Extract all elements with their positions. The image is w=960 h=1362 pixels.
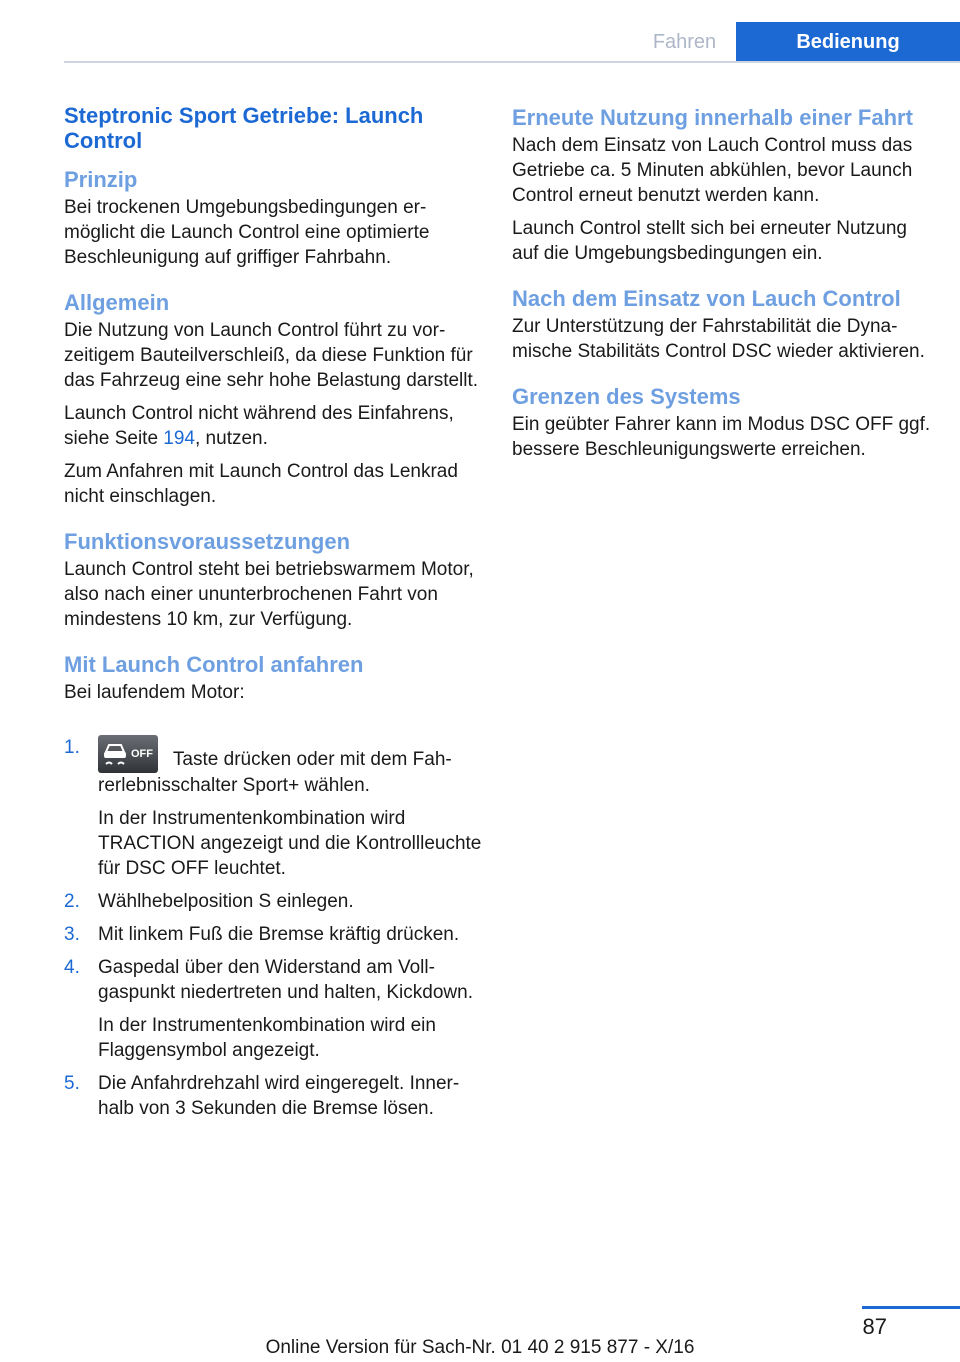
heading-allgemein: Allgemein: [64, 290, 170, 315]
text-allgemein-2a: Launch Control nicht während des Einfahrens, siehe Seite: [64, 403, 454, 449]
tab-fahren[interactable]: Fahren: [633, 22, 736, 62]
text-allgemein-3: Zum Anfahren mit Launch Control das Lenkrad nicht einschlagen.: [64, 461, 458, 507]
list-item: [64, 1071, 484, 1121]
list-item: [64, 922, 484, 947]
step-number: 4.: [64, 957, 80, 978]
text-erneut-1: Nach dem Einsatz von Lauch Control muss das Getriebe ca. 5 Minuten abkühlen, bevor Launch Control erneut benutzt werden kann.: [512, 135, 913, 206]
section-funktion: [64, 527, 484, 632]
heading-prinzip: Prinzip: [64, 167, 138, 192]
text-grenzen: Ein geübter Fahrer kann im Modus DSC OFF ggf. bessere Beschleunigungswerte erreichen.: [512, 414, 931, 460]
section-allgemein: [64, 288, 484, 509]
section-nach: [512, 284, 932, 364]
left-column: [64, 103, 484, 1129]
step-number: 3.: [64, 924, 80, 945]
heading-erneut: Erneute Nutzung innerhalb einer Fahrt: [512, 105, 913, 130]
heading-nach: Nach dem Einsatz von Lauch Control: [512, 286, 901, 311]
page-link-194[interactable]: 194: [163, 428, 195, 449]
text-allgemein-1: Die Nutzung von Launch Control führt zu vorzeitigem Bauteilverschleiß, da diese Funktion für das Fahrzeug eine sehr hohe Belastung darstellt.: [64, 320, 479, 391]
steps-list: [64, 735, 484, 1121]
heading-anfahren: Mit Launch Control anfahren: [64, 652, 364, 677]
text-allgemein-2b: , nutzen.: [195, 428, 268, 449]
step-text: [98, 735, 484, 798]
right-column: [512, 103, 932, 480]
tab-bedienung[interactable]: Bedienung: [736, 22, 960, 62]
footer-version-text: Online Version für Sach-Nr. 01 40 2 915 877 - X/16: [265, 1337, 695, 1358]
step-text: Mit linkem Fuß die Bremse kräftig drücken.: [98, 924, 460, 945]
text-allgemein-2: [64, 401, 484, 451]
heading-funktion: Funktionsvoraussetzungen: [64, 529, 351, 554]
header-divider: [64, 61, 960, 63]
step-text: Die Anfahrdrehzahl wird eingeregelt. Innerhalb von 3 Sekunden die Bremse lösen.: [98, 1073, 460, 1119]
step-number: 5.: [64, 1073, 80, 1094]
step-subtext: In der Instrumentenkombination wird TRACTION angezeigt und die Kontrollleuchte für DSC OFF leuchtet.: [98, 808, 482, 879]
page-number: 87: [862, 1314, 887, 1339]
svg-text:OFF: OFF: [131, 748, 153, 760]
list-item: [64, 889, 484, 914]
header-tabs: [633, 22, 960, 62]
list-item: [64, 735, 484, 881]
heading-grenzen: Grenzen des Systems: [512, 384, 741, 409]
step-number: 1.: [64, 737, 80, 758]
footer-divider: [862, 1306, 960, 1309]
car-skid-icon: [98, 735, 158, 773]
text-anfahren-intro: Bei laufendem Motor:: [64, 682, 245, 703]
section-erneut: [512, 103, 932, 266]
section-prinzip: [64, 165, 484, 270]
text-prinzip: Bei trockenen Umgebungsbedingungen ermöglicht die Launch Control eine optimierte Beschleunigung auf griffiger Fahrbahn.: [64, 197, 430, 268]
section-grenzen: [512, 382, 932, 462]
section-anfahren: [64, 650, 484, 1121]
page-title: Steptronic Sport Getriebe: Launch Control: [64, 103, 424, 153]
step-text-main: Taste drücken oder mit dem Fahrerlebnisschalter Sport+ wählen.: [98, 749, 452, 796]
text-nach: Zur Unterstützung der Fahrstabilität die Dynamische Stabilitäts Control DSC wieder aktivieren.: [512, 316, 925, 362]
step-subtext: In der Instrumentenkombination wird ein Flaggensymbol angezeigt.: [98, 1015, 436, 1061]
step-number: 2.: [64, 891, 80, 912]
text-funktion: Launch Control steht bei betriebswarmem Motor, also nach einer ununterbrochenen Fahrt von mindestens 10 km, zur Verfügung.: [64, 559, 474, 630]
text-erneut-2: Launch Control stellt sich bei erneuter Nutzung auf die Umgebungsbedingungen ein.: [512, 218, 908, 264]
list-item: [64, 955, 484, 1063]
step-text: Gaspedal über den Widerstand am Vollgaspunkt niedertreten und halten, Kickdown.: [98, 957, 473, 1003]
dsc-off-button-icon: [98, 735, 158, 773]
step-text: Wählhebelposition S einlegen.: [98, 891, 354, 912]
